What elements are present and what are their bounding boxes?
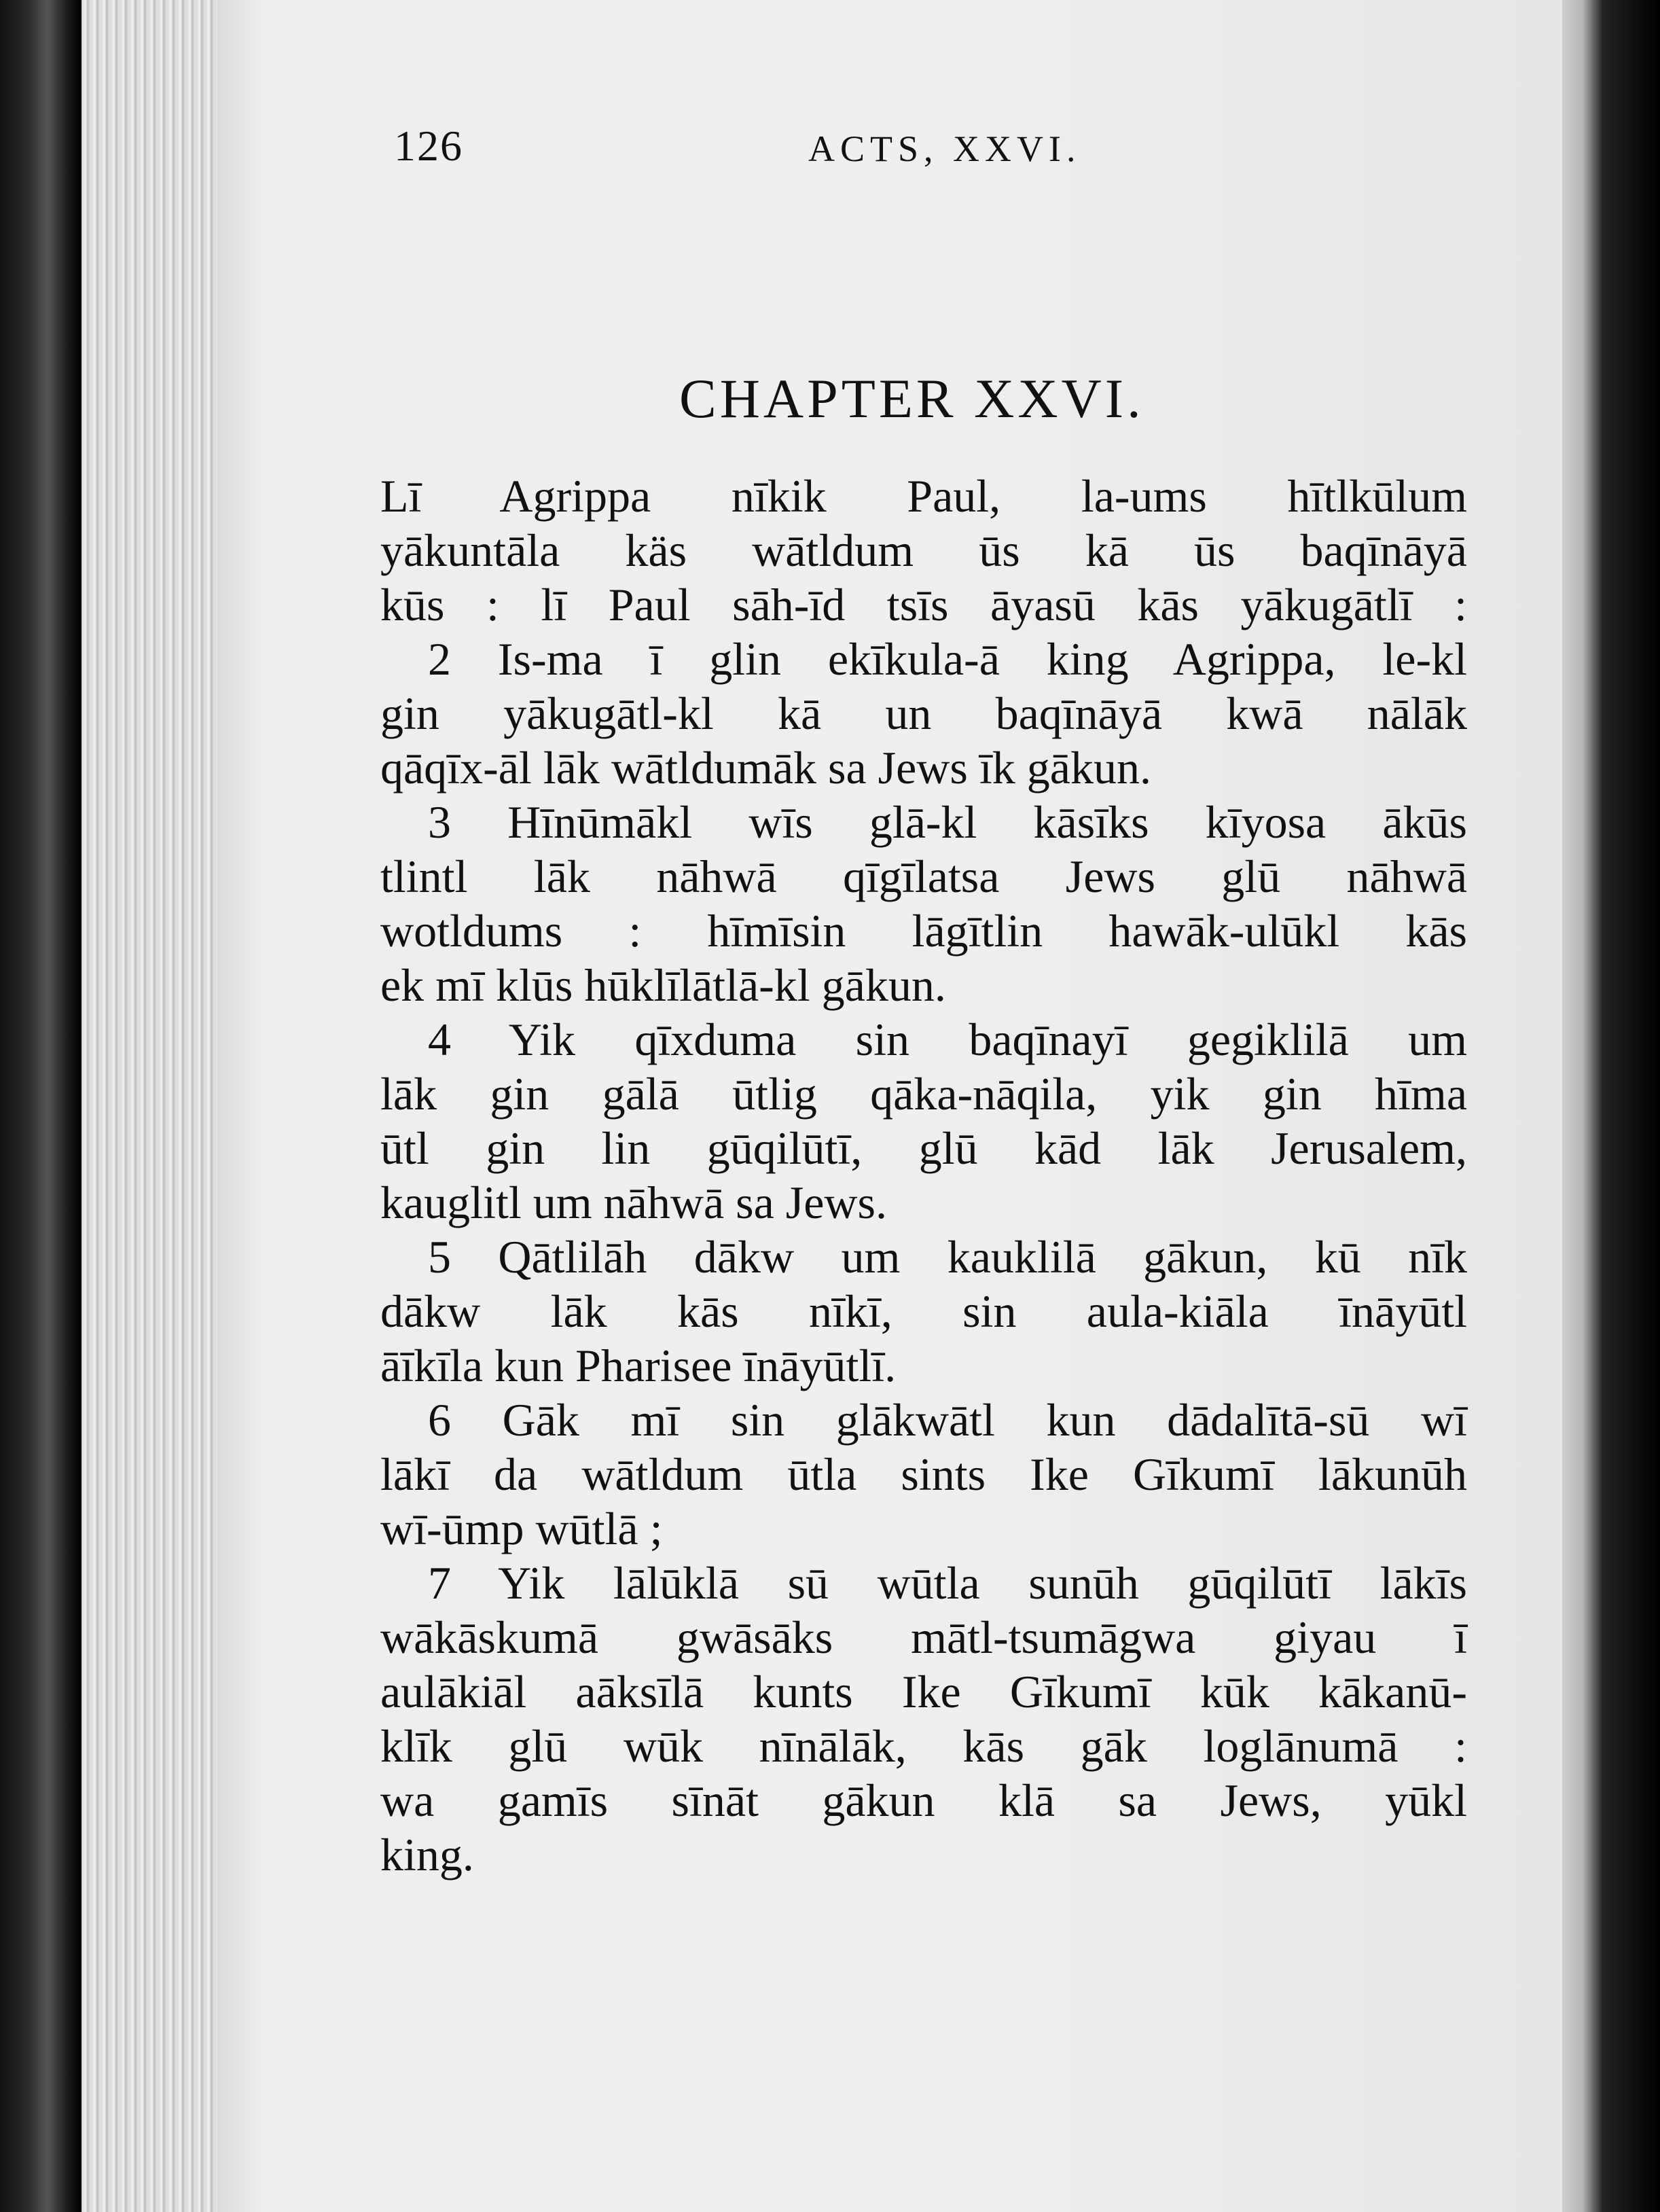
text-line: ūtl gin lin gūqilūtī, glū kād lāk Jerusalem, [380,1122,1467,1174]
text-line: aulākiāl aāksīlā kunts Ike Gīkumī kūk kākanū- [380,1666,1467,1717]
text-line: 3 Hīnūmākl wīs glā-kl kāsīks kīyosa ākūs [428,796,1467,848]
text-line: king. [380,1829,474,1880]
page-edges [82,0,217,2212]
text-line: Lī Agrippa nīkik Paul, la-ums hītlkūlum [380,470,1467,522]
text-line: ek mī klūs hūklīlātlā-kl gākun. [380,959,946,1011]
text-line: lāk gin gālā ūtlig qāka-nāqila, yik gin hīma [380,1068,1467,1120]
text-line: kauglitl um nāhwā sa Jews. [380,1177,887,1228]
text-line: 2 Is-ma ī glin ekīkula-ā king Agrippa, le-kl [428,633,1467,685]
book-gutter [0,0,82,2212]
text-line: 4 Yik qīxduma sin baqīnayī gegiklilā um [428,1014,1467,1065]
text-line: 7 Yik lālūklā sū wūtla sunūh gūqilūtī lākīs [428,1557,1467,1609]
text-line: dākw lāk kās nīkī, sin aula-kiāla īnāyūtl [380,1285,1467,1337]
page-number: 126 [394,122,463,170]
text-line: klīk glū wūk nīnālāk, kās gāk loglānumā : [380,1720,1467,1772]
text-line: tlintl lāk nāhwā qīgīlatsa Jews glū nāhwā [380,851,1467,902]
page-header [394,121,1474,175]
text-line: gin yākugātl-kl kā un baqīnāyā kwā nālāk [380,688,1467,739]
text-line: yākuntāla käs wātldum ūs kā ūs baqīnāyā [380,524,1467,576]
text-line: 6 Gāk mī sin glākwātl kun dādalītā-sū wī [428,1394,1467,1446]
running-head: ACTS, XXVI. [808,128,1081,169]
text-line: wotldums : hīmīsin lāgītlin hawāk-ulūkl kās [380,905,1467,957]
chapter-title: CHAPTER XXVI. [679,368,1144,429]
text-line: wī-ūmp wūtlā ; [380,1503,663,1554]
body-text [380,469,1467,1882]
text-line: lākī da wātldum ūtla sints Ike Gīkumī lākunūh [380,1448,1467,1500]
text-line: wākāskumā gwāsāks mātl-tsumāgwa giyau ī [380,1611,1467,1663]
text-line: wa gamīs sīnāt gākun klā sa Jews, yūkl [380,1774,1467,1826]
text-line: qāqīx-āl lāk wātldumāk sa Jews īk gākun. [380,742,1151,793]
text-line: 5 Qātlilāh dākw um kauklilā gākun, kū nīk [428,1231,1467,1283]
text-line: kūs : lī Paul sāh-īd tsīs āyasū kās yākugātlī : [380,579,1467,630]
page-right-edge [1562,0,1660,2212]
text-line: āīkīla kun Pharisee īnāyūtlī. [380,1340,897,1391]
